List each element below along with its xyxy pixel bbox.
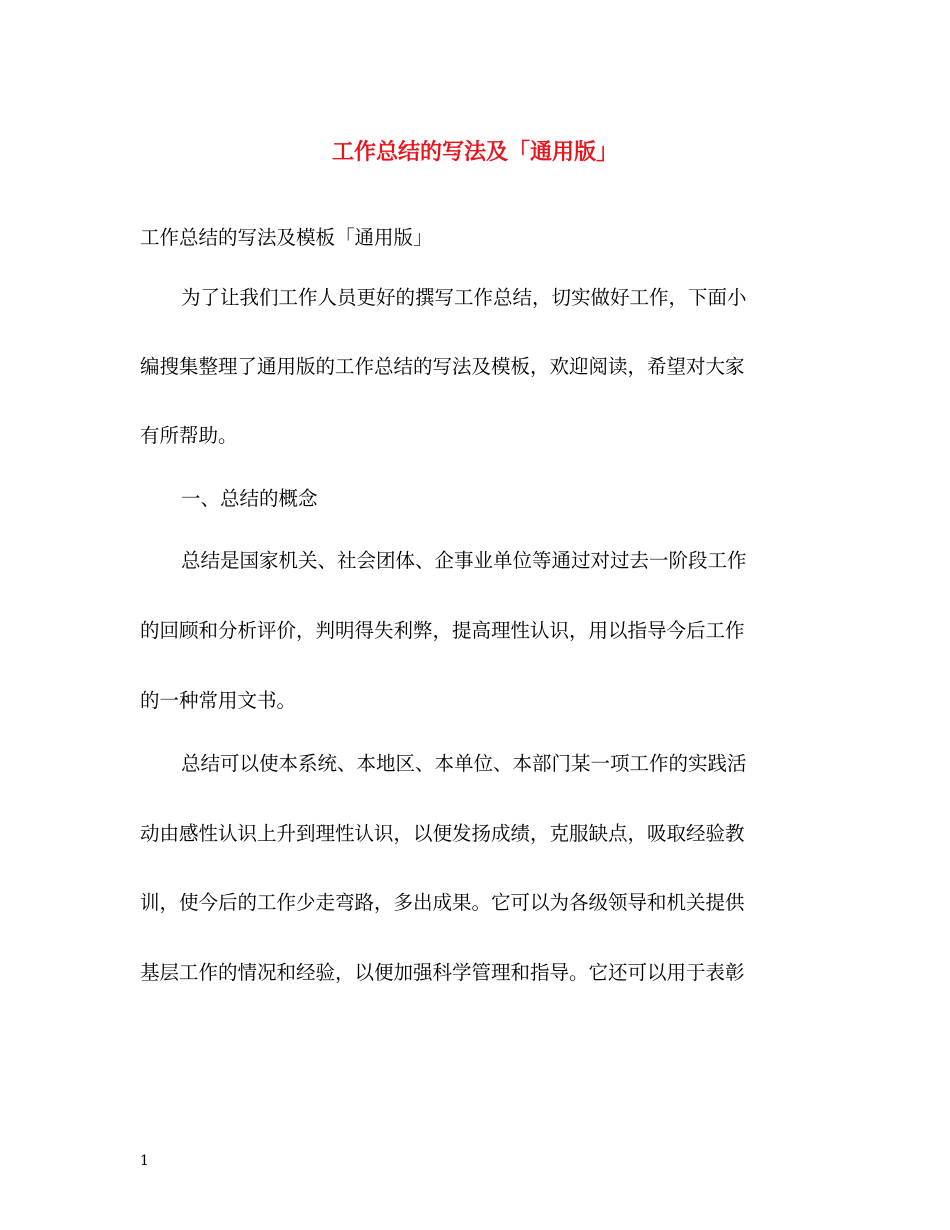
document-subtitle: 工作总结的写法及模板「通用版」: [140, 226, 433, 249]
paragraph-line-concept-1: 总结是国家机关、社会团体、企事业单位等通过对过去一阶段工作: [181, 549, 747, 572]
paragraph-line-purpose-3: 训，使今后的工作少走弯路，多出成果。它可以为各级领导和机关提供: [140, 891, 745, 914]
paragraph-line-concept-2: 的回顾和分析评价，判明得失利弊，提高理性认识，用以指导今后工作: [140, 619, 745, 642]
section-heading-concept: 一、总结的概念: [181, 487, 318, 510]
paragraph-line-purpose-2: 动由感性认识上升到理性认识，以便发扬成绩，克服缺点，吸取经验教: [140, 822, 745, 845]
paragraph-line-concept-3: 的一种常用文书。: [140, 689, 297, 712]
paragraph-line-purpose-4: 基层工作的情况和经验，以便加强科学管理和指导。它还可以用于表彰: [140, 961, 745, 984]
paragraph-line-intro-3: 有所帮助。: [140, 424, 238, 447]
page-title: 工作总结的写法及「通用版」: [331, 139, 618, 165]
paragraph-line-intro-2: 编搜集整理了通用版的工作总结的写法及模板，欢迎阅读，希望对大家: [140, 355, 745, 378]
paragraph-line-intro-1: 为了让我们工作人员更好的撰写工作总结，切实做好工作，下面小: [181, 286, 747, 309]
paragraph-line-purpose-1: 总结可以使本系统、本地区、本单位、本部门某一项工作的实践活: [181, 752, 747, 775]
page-number: 1: [140, 1153, 149, 1169]
